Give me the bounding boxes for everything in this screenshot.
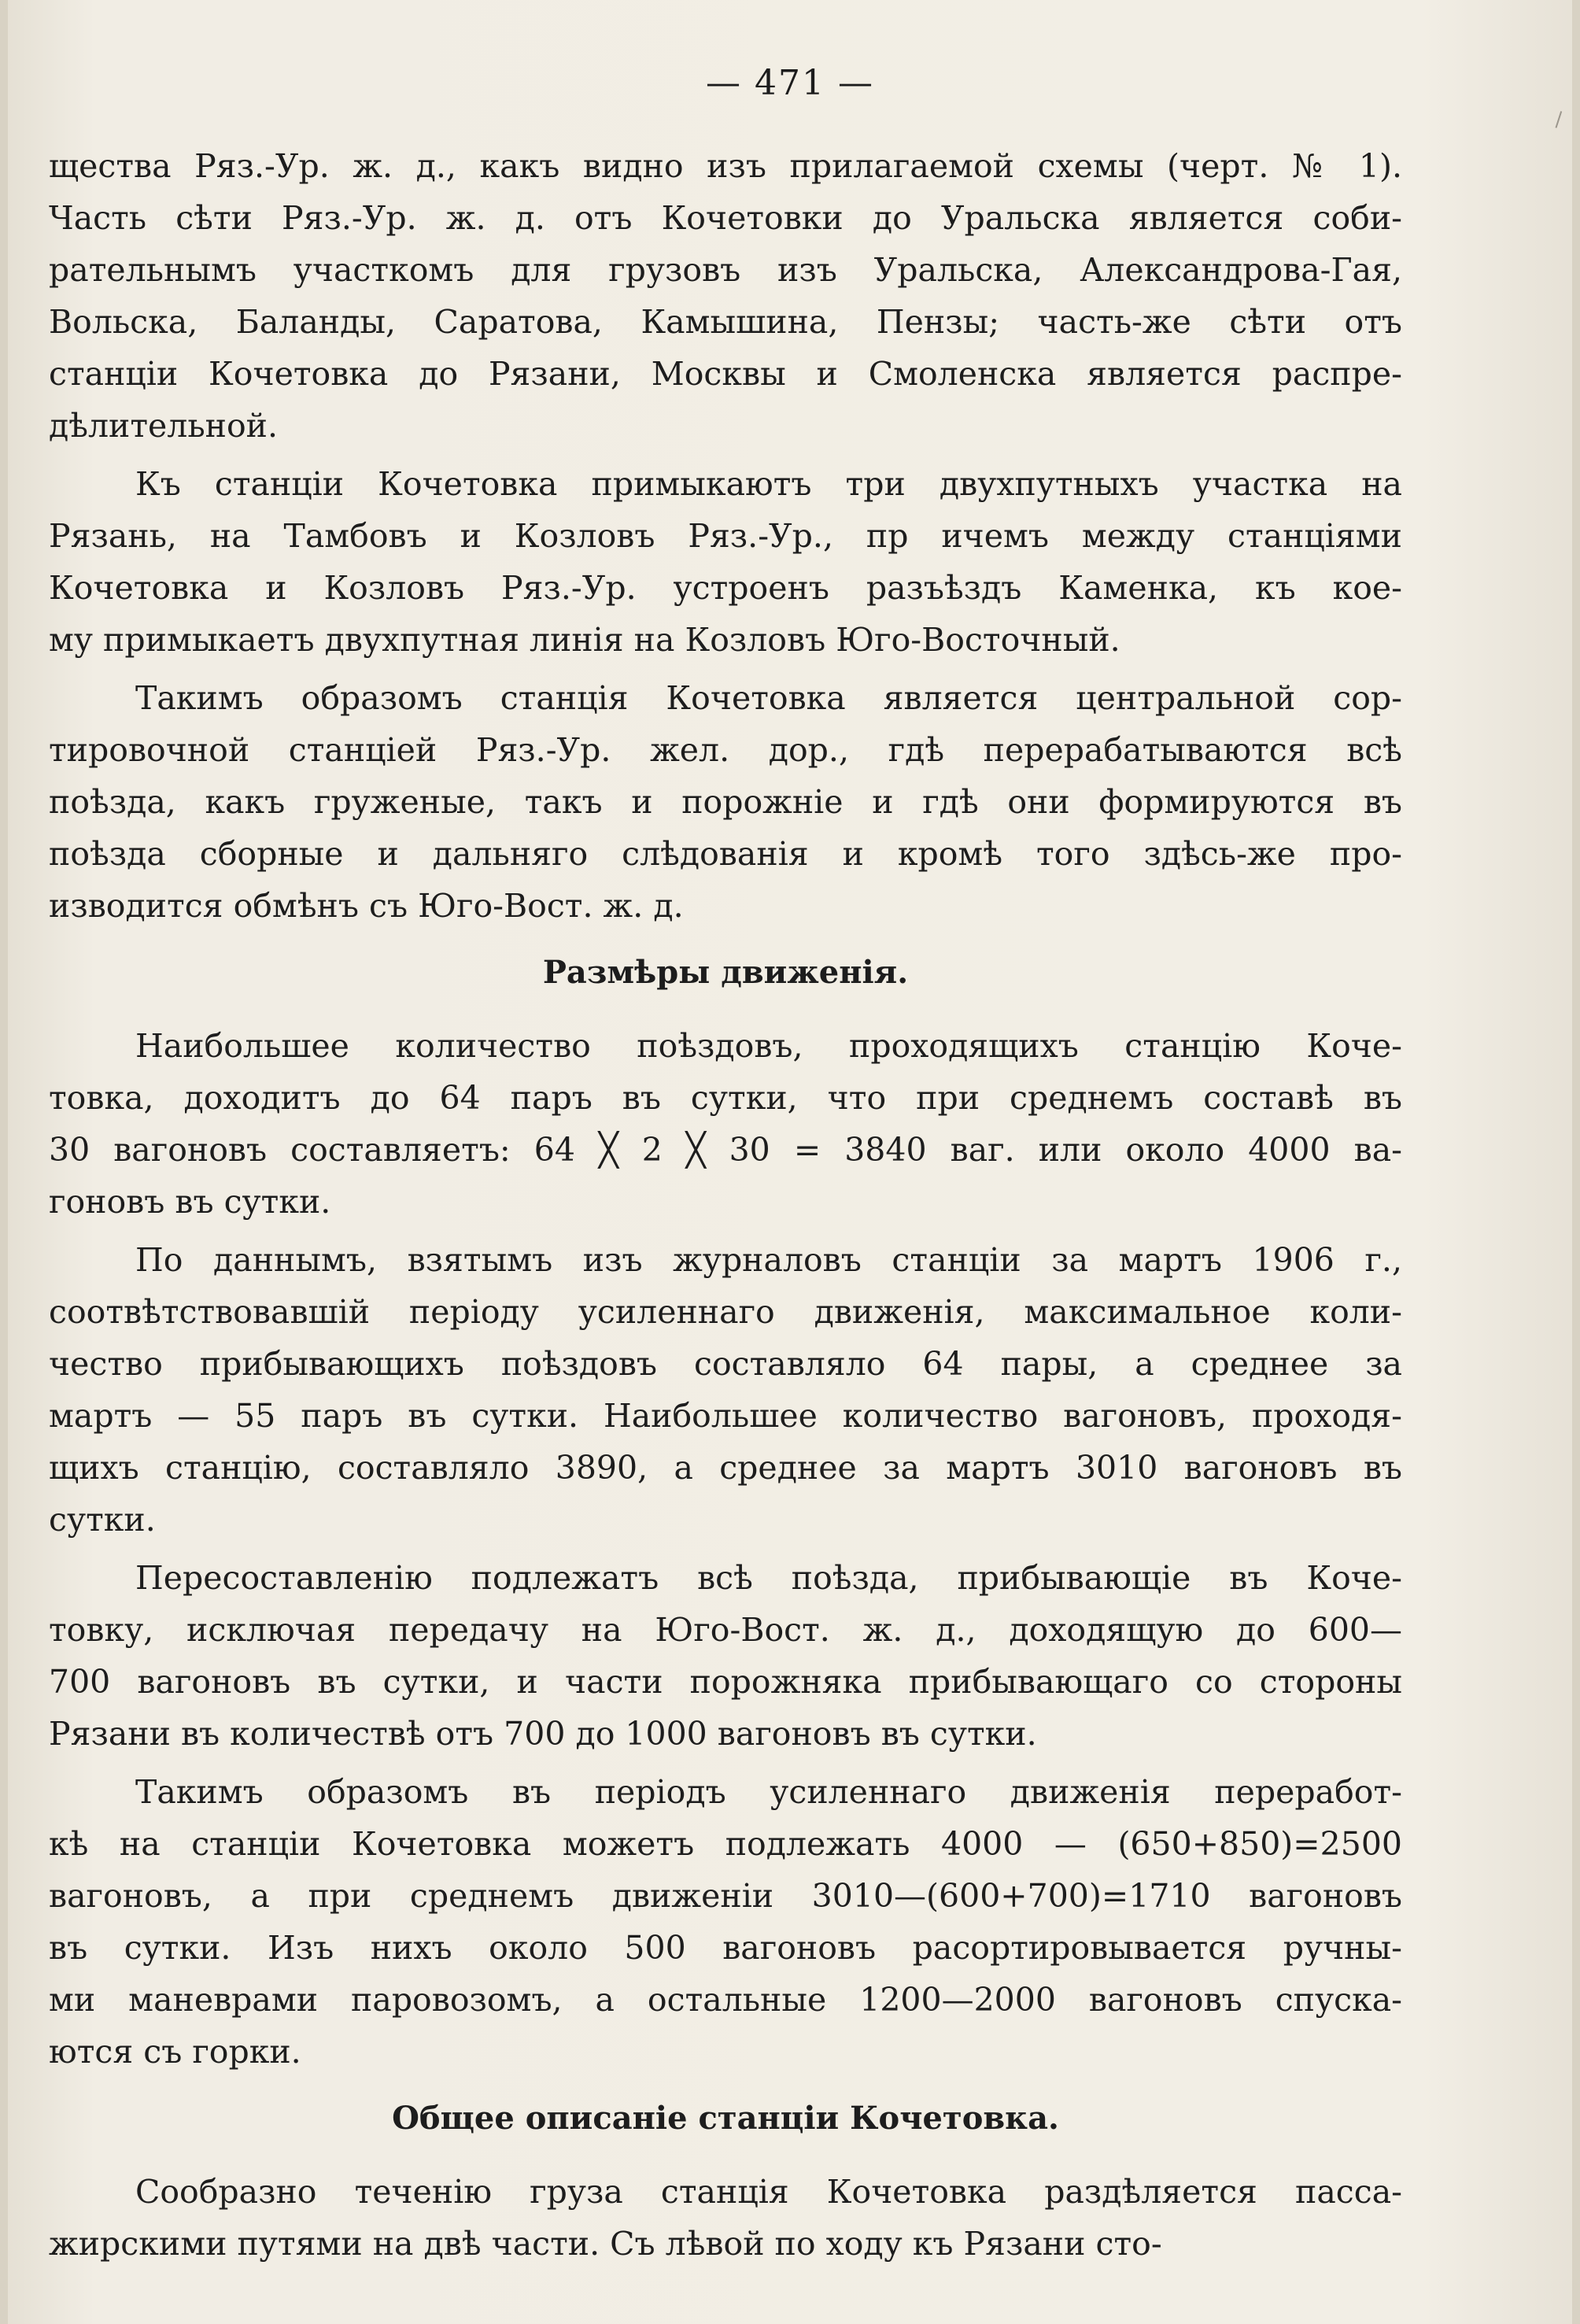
text-line: Часть сѣти Ряз.-Ур. ж. д. отъ Кочетовки до Уральска является соби- [49,199,1402,237]
text-line: станціи Кочетовка до Рязани, Москвы и Смоленска является распре- [49,355,1402,393]
text-line: товку, исключая передачу на Юго-Вост. ж. д., доходящую до 600— [49,1611,1402,1649]
text-line: Сообразно теченію груза станція Кочетовка раздѣляется пасса- [135,2173,1402,2211]
section-heading: Размѣры движенія. [542,954,909,991]
text-line: Рязань, на Тамбовъ и Козловъ Ряз.-Ур., пр ичемъ между станціями [49,517,1402,555]
page-left-edge [0,0,8,2324]
text-line: щихъ станцію, составляло 3890, а среднее за мартъ 3010 вагоновъ въ [49,1449,1402,1487]
text-line: Пересоставленію подлежатъ всѣ поѣзда, прибывающіе въ Коче- [135,1559,1402,1597]
text-line: 30 вагоновъ составляетъ: 64 ╳ 2 ╳ 30 = 3840 ваг. или около 4000 ва- [49,1131,1402,1169]
text-line: Вольска, Баланды, Саратова, Камышина, Пензы; часть-же сѣти отъ [49,303,1402,341]
text-line: му примыкаетъ двухпутная линія на Козловъ Юго-Восточный. [49,621,1120,659]
text-line: мартъ — 55 паръ въ сутки. Наибольшее количество вагоновъ, проходя- [49,1397,1402,1435]
text-line: ми маневрами паровозомъ, а остальные 1200—2000 вагоновъ спуска- [49,1981,1402,2019]
text-line: Рязани въ количествѣ отъ 700 до 1000 вагоновъ въ сутки. [49,1715,1037,1753]
margin-pencil-mark [1551,109,1562,127]
paragraph [49,140,1402,452]
paragraph [49,2166,1402,2270]
text-line: соотвѣтствовавшій періоду усиленнаго движенія, максимальное коли- [49,1293,1402,1331]
section-heading: Общее описаніе станціи Кочетовка. [392,2100,1059,2137]
text-line: тировочной станціей Ряз.-Ур. жел. дор., гдѣ перерабатываются всѣ [49,731,1402,769]
text-line: поѣзда сборные и дальняго слѣдованія и кромѣ того здѣсь-же про- [49,835,1402,873]
text-line: рательнымъ участкомъ для грузовъ изъ Уральска, Александрова-Гая, [49,251,1402,289]
text-line: жирскими путями на двѣ части. Съ лѣвой по ходу къ Рязани сто- [49,2225,1162,2263]
text-line: изводится обмѣнъ съ Юго-Вост. ж. д. [49,887,684,925]
paragraph [49,1552,1402,1760]
page-text [49,140,1402,2276]
text-line: гоновъ въ сутки. [49,1183,331,1221]
page-right-edge [1572,0,1580,2324]
text-line: въ сутки. Изъ нихъ около 500 вагоновъ расортировывается ручны- [49,1929,1402,1967]
text-line: Такимъ образомъ станція Кочетовка является центральной сор- [135,679,1402,717]
paragraph [49,1766,1402,2078]
text-line: кѣ на станціи Кочетовка можетъ подлежать 4000 — (650+850)=2500 [49,1825,1402,1863]
page-number: — 471 — [706,63,874,103]
text-line: 700 вагоновъ въ сутки, и части порожняка прибывающаго со стороны [49,1663,1402,1701]
text-line: Наибольшее количество поѣздовъ, проходящихъ станцію Коче- [135,1027,1402,1065]
text-line: товка, доходитъ до 64 паръ въ сутки, что при среднемъ составѣ въ [49,1079,1402,1117]
text-line: щества Ряз.-Ур. ж. д., какъ видно изъ прилагаемой схемы (черт. № 1). [49,147,1402,185]
paragraph [49,1020,1402,1228]
text-line: Къ станціи Кочетовка примыкаютъ три двухпутныхъ участка на [135,465,1402,503]
text-line: Кочетовка и Козловъ Ряз.-Ур. устроенъ разъѣздъ Каменка, къ кое- [49,569,1402,607]
text-line: чество прибывающихъ поѣздовъ составляло 64 пары, а среднее за [49,1345,1402,1383]
text-line: поѣзда, какъ груженые, такъ и порожніе и гдѣ они формируются въ [49,783,1402,821]
paragraph [49,672,1402,932]
text-line: По даннымъ, взятымъ изъ журналовъ станціи за мартъ 1906 г., [135,1241,1402,1279]
text-line: Такимъ образомъ въ періодъ усиленнаго движенія переработ- [135,1773,1402,1811]
text-line: вагоновъ, а при среднемъ движеніи 3010—(600+700)=1710 вагоновъ [49,1877,1402,1915]
text-line: сутки. [49,1501,156,1539]
text-line: ются съ горки. [49,2033,301,2071]
paragraph [49,458,1402,666]
paragraph [49,1234,1402,1546]
text-line: дѣлительной. [49,407,279,445]
